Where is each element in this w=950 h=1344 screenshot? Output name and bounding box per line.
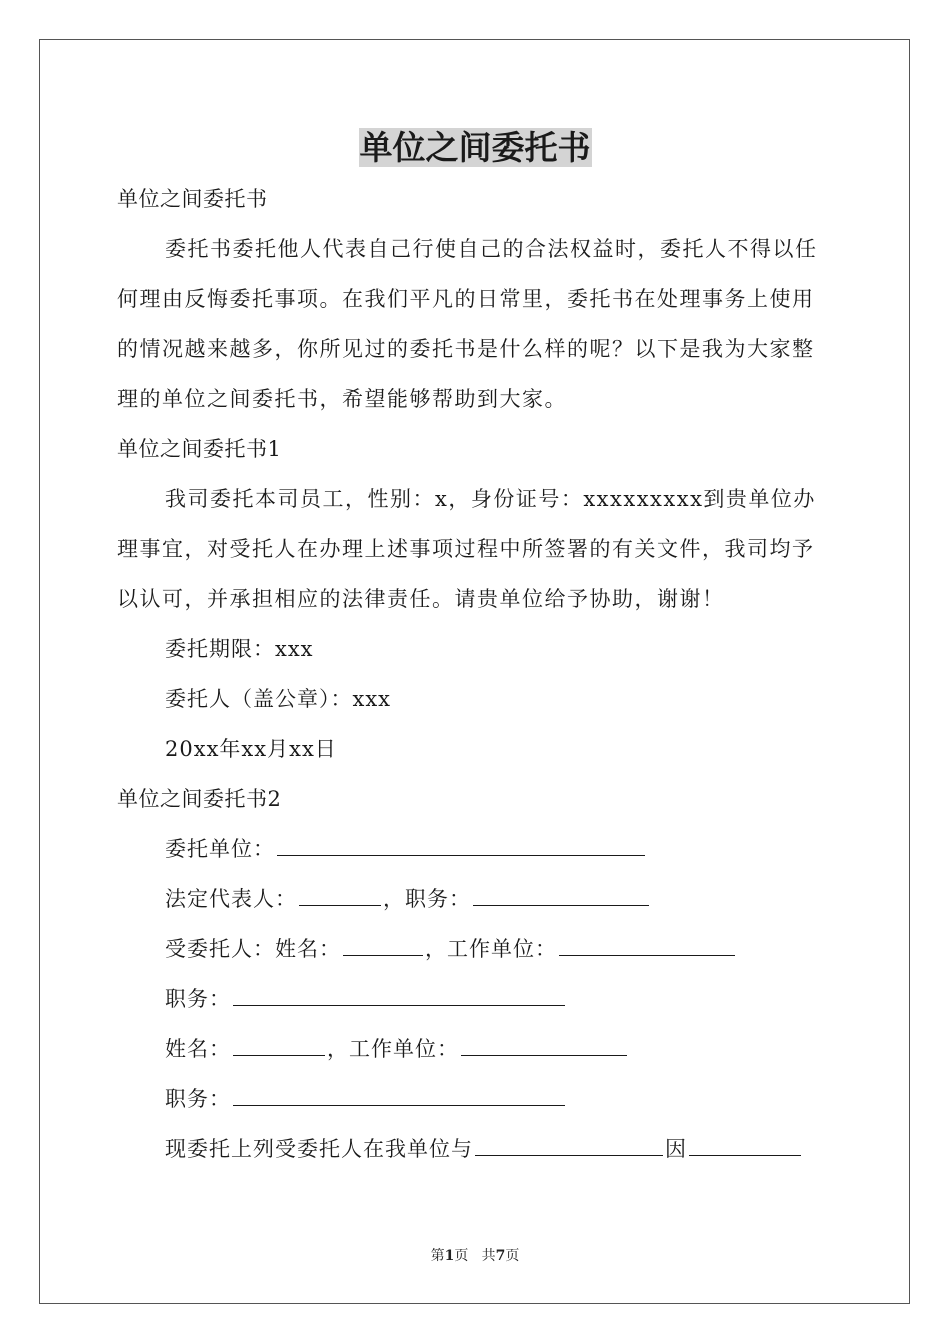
- page-footer: [0, 1246, 950, 1266]
- separator: ，: [383, 887, 405, 911]
- separator: ，: [327, 1037, 349, 1061]
- legal-rep-line: [117, 874, 835, 924]
- position-label: 职务：: [165, 987, 231, 1011]
- second-trustee-name-blank: [233, 1039, 325, 1056]
- section1-body: 我司委托本司员工，性别：x，身份证号：xxxxxxxxx到贵单位办理事宜，对受托人在办理上述事项过程中所签署的有关文件，我司均予以认可，并承担相应的法律责任。请贵单位给予协助，谢谢！: [117, 487, 816, 611]
- document-title-text: 单位之间委托书: [359, 128, 591, 167]
- trustee-position-line: [117, 974, 835, 1024]
- document-subtitle: 单位之间委托书: [117, 187, 268, 211]
- entrusting-unit-label: 委托单位：: [165, 837, 275, 861]
- document-title: [0, 126, 950, 170]
- entrusting-unit-blank: [277, 839, 645, 856]
- second-trustee-position-line: [117, 1074, 835, 1124]
- intro-paragraph: 委托书委托他人代表自己行使自己的合法权益时，委托人不得以任何理由反悔委托事项。在我们平凡的日常里，委托书在处理事务上使用的情况越来越多，你所见过的委托书是什么样的呢？以下是我为大家整理的单位之间委托书，希望能够帮助到大家。: [117, 237, 818, 411]
- trustee-work-unit-blank: [559, 939, 735, 956]
- work-unit-label: 工作单位：: [349, 1037, 459, 1061]
- work-unit-label: 工作单位：: [447, 937, 557, 961]
- name-label: 姓名：: [165, 1037, 231, 1061]
- section1-date: 20xx年xx月xx日: [165, 737, 337, 761]
- page-suffix: 页: [454, 1248, 469, 1264]
- entrust-statement-line: [117, 1124, 835, 1174]
- trustee-position-blank: [233, 989, 565, 1006]
- position-label: 职务：: [405, 887, 471, 911]
- section1-term: 委托期限：xxx: [165, 637, 314, 661]
- legal-rep-label: 法定代表人：: [165, 887, 297, 911]
- total-prefix: 共: [481, 1248, 496, 1264]
- page-number: 1: [444, 1248, 455, 1264]
- counterparty-blank: [475, 1139, 663, 1156]
- second-trustee-name-line: [117, 1024, 835, 1074]
- reason-blank: [689, 1139, 801, 1156]
- section2-heading: 单位之间委托书2: [117, 787, 282, 811]
- separator: ，: [425, 937, 447, 961]
- trustee-name-blank: [343, 939, 423, 956]
- legal-rep-blank: [299, 889, 381, 906]
- section1-heading: 单位之间委托书1: [117, 437, 282, 461]
- name-label: 姓名：: [275, 937, 341, 961]
- second-trustee-position-blank: [233, 1089, 565, 1106]
- second-trustee-work-unit-blank: [461, 1039, 627, 1056]
- total-suffix: 页: [505, 1248, 520, 1264]
- section1-principal: 委托人（盖公章）：xxx: [165, 687, 392, 711]
- document-body: [117, 174, 835, 1174]
- position-blank: [473, 889, 649, 906]
- page-prefix: 第: [430, 1248, 445, 1264]
- trustee-line: [117, 924, 835, 974]
- entrust-mid: 因: [665, 1137, 687, 1161]
- entrusting-unit-line: [117, 824, 835, 874]
- entrust-prefix: 现委托上列受委托人在我单位与: [165, 1137, 473, 1161]
- position-label: 职务：: [165, 1087, 231, 1111]
- total-pages: 7: [495, 1248, 506, 1264]
- trustee-label: 受委托人：: [165, 937, 275, 961]
